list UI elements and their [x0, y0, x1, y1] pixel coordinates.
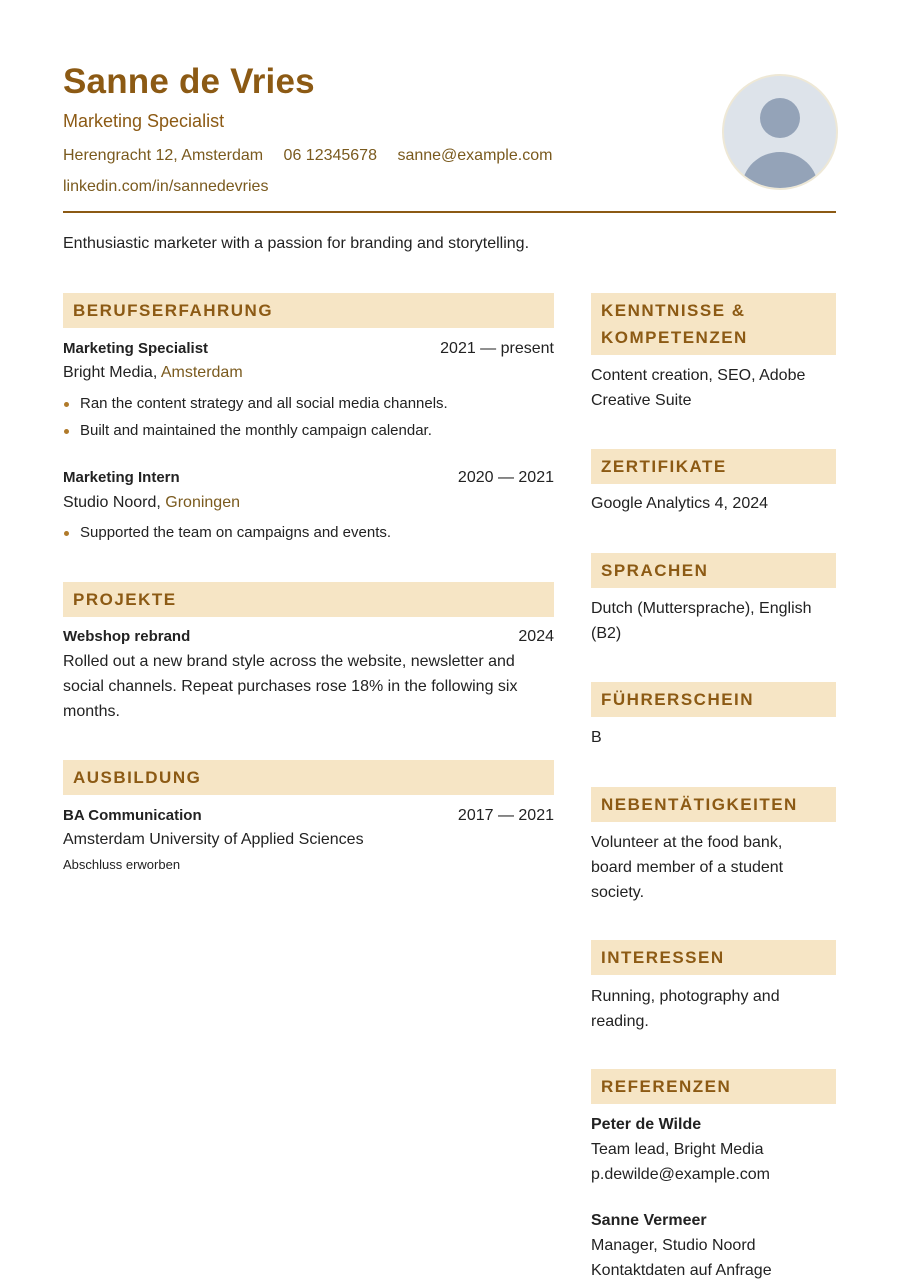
reference-role: Manager, Studio Noord [591, 1237, 756, 1254]
phone: 06 12345678 [283, 147, 377, 164]
candidate-name: Sanne de Vries [63, 62, 315, 101]
text-line: Creative Suite [591, 392, 692, 409]
job-bullet: Supported the team on campaigns and events. [80, 524, 392, 541]
heading-line: KENNTNISSE & [601, 301, 746, 320]
text-line: Volunteer at the food bank, [591, 834, 783, 851]
section-heading-license: FÜHRERSCHEIN [591, 682, 836, 717]
text-line: Rolled out a new brand style across the website, newsletter and [63, 653, 515, 670]
certificates-text: Google Analytics 4, 2024 [591, 495, 769, 512]
section-heading-skills [591, 293, 836, 355]
profile-summary: Enthusiastic marketer with a passion for branding and storytelling. [63, 235, 530, 252]
project-description [63, 649, 554, 724]
section-heading-side-activities: NEBENTÄTIGKEITEN [591, 787, 836, 822]
interests-text [591, 984, 780, 1034]
text-line: reading. [591, 1013, 649, 1030]
address: Herengracht 12, Amsterdam [63, 147, 264, 164]
person-silhouette-icon [724, 76, 836, 188]
header-divider [63, 211, 836, 213]
education-note: Abschluss erworben [63, 857, 181, 872]
section-heading-references: REFERENZEN [591, 1069, 836, 1104]
city: Amsterdam [160, 364, 243, 381]
contact-line [63, 147, 568, 165]
school: Amsterdam University of Applied Sciences [63, 831, 364, 848]
job-employer: Studio Noord, Groningen [63, 494, 240, 511]
project-year: 2024 [518, 628, 554, 645]
job-dates: 2020 — 2021 [457, 469, 554, 486]
education-dates: 2017 — 2021 [457, 807, 554, 824]
section-heading-projects: PROJEKTE [63, 582, 554, 617]
reference-name: Peter de Wilde [591, 1116, 702, 1133]
reference-contact: p.dewilde@example.com [591, 1166, 770, 1183]
company: Bright Media [63, 364, 153, 381]
section-heading-interests: INTERESSEN [591, 940, 836, 975]
reference-entry [591, 1208, 772, 1283]
text-line: board member of a student [591, 859, 784, 876]
side-activities-text [591, 830, 783, 905]
section-heading-experience: BERUFSERFAHRUNG [63, 293, 554, 328]
text-line: social channels. Repeat purchases rose 18% in the following six [63, 678, 518, 695]
text-line: society. [591, 884, 645, 901]
avatar [722, 74, 838, 190]
reference-name: Sanne Vermeer [591, 1212, 707, 1229]
skills-text [591, 363, 805, 413]
text-line: Content creation, SEO, Adobe [591, 367, 806, 384]
reference-entry [591, 1112, 770, 1187]
text-line: Running, photography and [591, 988, 780, 1005]
company: Studio Noord [63, 494, 157, 511]
text-line: (B2) [591, 625, 622, 642]
job-title: Marketing Intern [63, 469, 180, 486]
license-text: B [591, 729, 602, 746]
reference-role: Team lead, Bright Media [591, 1141, 764, 1158]
section-heading-certificates: ZERTIFIKATE [591, 449, 836, 484]
job-title: Marketing Specialist [63, 340, 209, 357]
candidate-role: Marketing Specialist [63, 111, 225, 131]
languages-text [591, 596, 812, 646]
section-heading-education: AUSBILDUNG [63, 760, 554, 795]
job-bullet: Ran the content strategy and all social media channels. [80, 395, 448, 412]
job-dates: 2021 — present [440, 340, 554, 357]
job-employer: Bright Media, Amsterdam [63, 364, 243, 381]
heading-line: KOMPETENZEN [601, 328, 748, 347]
text-line: months. [63, 703, 120, 720]
reference-contact: Kontaktdaten auf Anfrage [591, 1262, 772, 1279]
linkedin: linkedin.com/in/sannedevries [63, 178, 269, 195]
degree: BA Communication [63, 807, 202, 824]
city: Groningen [165, 494, 240, 511]
text-line: Dutch (Muttersprache), English [591, 600, 812, 617]
project-title: Webshop rebrand [63, 628, 191, 645]
job-bullet: Built and maintained the monthly campaign calendar. [80, 422, 432, 439]
section-heading-languages: SPRACHEN [591, 553, 836, 588]
email: sanne@example.com [397, 147, 553, 164]
